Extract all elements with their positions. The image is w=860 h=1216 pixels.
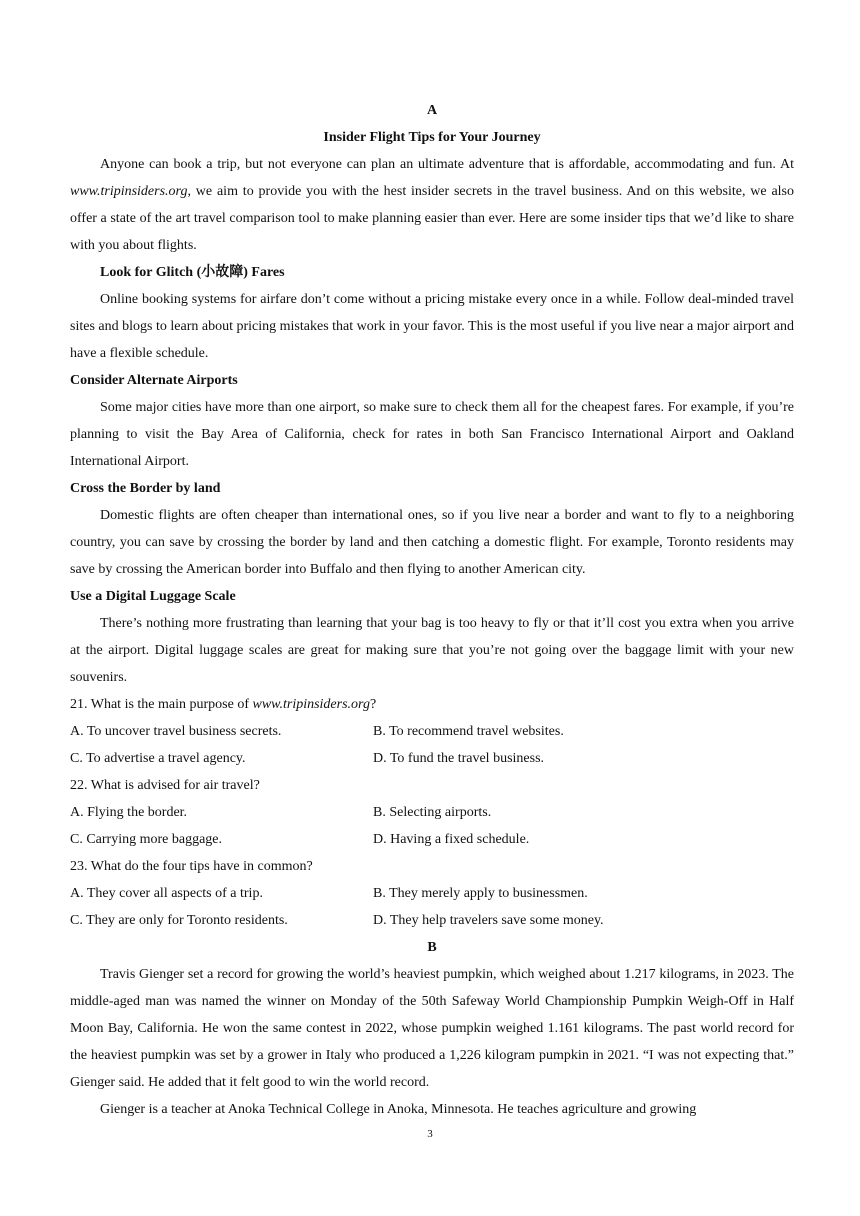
question-21: 21. What is the main purpose of www.tripinsiders.org? (70, 697, 377, 712)
q22-option-c: C. Carrying more baggage. (70, 832, 223, 847)
tip-heading-luggage: Use a Digital Luggage Scale (70, 589, 236, 604)
section-a-letter: A (426, 103, 438, 118)
tip-body-airports: Some major cities have more than one airport, so make sure to check them all for the cheapest fares. For example, if you’re planning to visit the Bay Area of California, check for rates in both San Francisco International Airport and Oakland International Airport. (70, 400, 794, 469)
q23-option-c: C. They are only for Toronto residents. (70, 913, 288, 928)
q23-options-row2 (70, 907, 794, 934)
q22-option-d: D. Having a fixed schedule. (373, 832, 530, 847)
website-url: www.tripinsiders.org (70, 184, 188, 199)
q23-option-a: A. They cover all aspects of a trip. (70, 886, 263, 901)
section-b-paragraph-1: Travis Gienger set a record for growing the world’s heaviest pumpkin, which weighed about 1.217 kilograms, in 2023. The middle-aged man was named the winner on Monday of the 50th Safeway World Championship Pumpkin Weigh-Off in Half Moon Bay, California. He won the same contest in 2022, whose pumpkin weighed 1.161 kilograms. The past world record for the heaviest pumpkin was set by a grower in Italy who produced a 1,226 kilogram pumpkin in 2021. “I was not expecting that.” Gienger said. He added that it felt good to win the world record. (70, 967, 794, 1090)
tip-body-glitch: Online booking systems for airfare don’t come without a pricing mistake every once in a while. Follow deal-minded travel sites and blogs to learn about pricing mistakes that work in your favor. This is the most useful if you live near a major airport and have a flexible schedule. (70, 292, 794, 361)
q23-options-row1 (70, 880, 794, 907)
section-b-letter: B (427, 940, 437, 955)
section-b-paragraph-2: Gienger is a teacher at Anoka Technical College in Anoka, Minnesota. He teaches agriculture and growing (100, 1102, 697, 1117)
question-23: 23. What do the four tips have in common? (70, 859, 313, 874)
q22-option-a: A. Flying the border. (70, 805, 188, 820)
exam-page (70, 97, 794, 1123)
q21-options-row1 (70, 718, 794, 745)
q21-options-row2 (70, 745, 794, 772)
tip-heading-airports: Consider Alternate Airports (70, 373, 238, 388)
tip-body-luggage: There’s nothing more frustrating than learning that your bag is too heavy to fly or that it’ll cost you extra when you arrive at the airport. Digital luggage scales are great for making sure that you’re not going over the baggage limit with your new souvenirs. (70, 616, 794, 685)
q22-option-b: B. Selecting airports. (373, 805, 492, 820)
q22-options-row2 (70, 826, 794, 853)
q21-option-c: C. To advertise a travel agency. (70, 751, 246, 766)
q23-option-d: D. They help travelers save some money. (373, 913, 604, 928)
tip-heading-glitch: Look for Glitch (小故障) Fares (100, 265, 285, 280)
q21-option-d: D. To fund the travel business. (373, 751, 545, 766)
page-number: 3 (427, 1128, 433, 1140)
q21-option-b: B. To recommend travel websites. (373, 724, 564, 739)
q23-option-b: B. They merely apply to businessmen. (373, 886, 588, 901)
section-a-title: Insider Flight Tips for Your Journey (323, 130, 541, 145)
section-a-intro: Anyone can book a trip, but not everyone can plan an ultimate adventure that is affordable, accommodating and fun. At www.tripinsiders.org, we aim to provide you with the hest insider secrets in the travel business. And on this website, we also offer a state of the art travel comparison tool to make planning easier than ever. Here are some insider tips that we’d like to share with you about flights. (70, 157, 794, 253)
q21-option-a: A. To uncover travel business secrets. (70, 724, 282, 739)
tip-heading-border: Cross the Border by land (70, 481, 221, 496)
tip-body-border: Domestic flights are often cheaper than international ones, so if you live near a border and want to fly to a neighboring country, you can save by crossing the border by land and then catching a domestic flight. For example, Toronto residents may save by crossing the American border into Buffalo and then flying to another American city. (70, 508, 794, 577)
q22-options-row1 (70, 799, 794, 826)
question-22: 22. What is advised for air travel? (70, 778, 260, 793)
